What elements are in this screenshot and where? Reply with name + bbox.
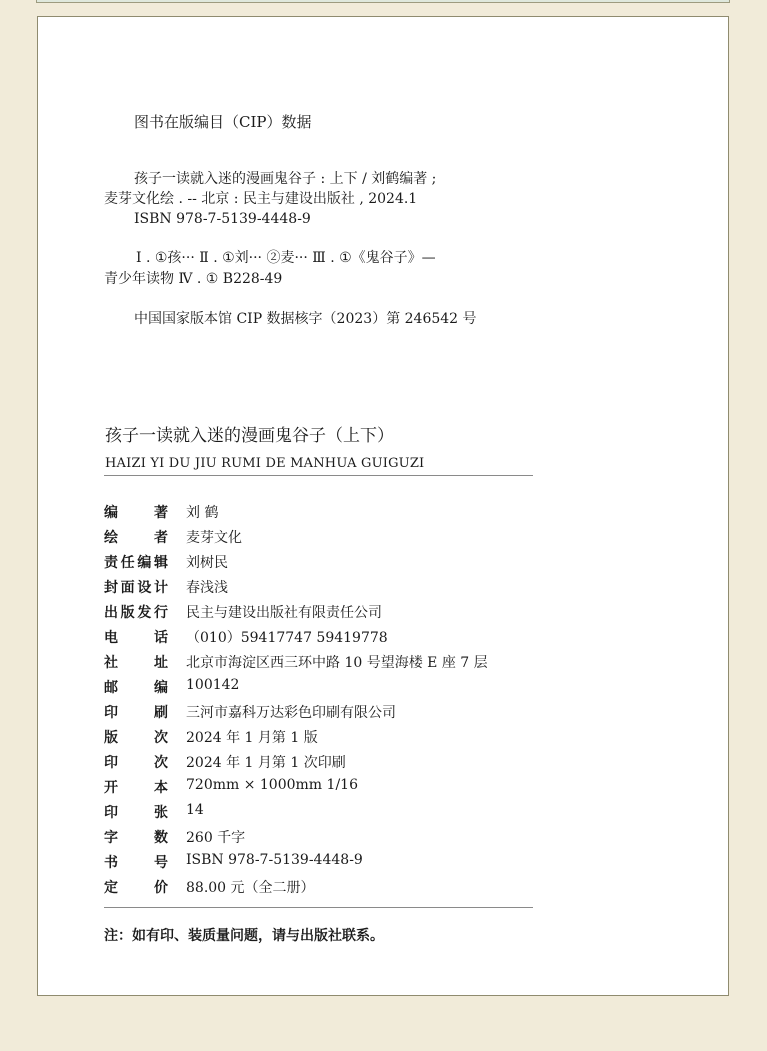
detail-value: 2024 年 1 月第 1 版 (186, 730, 318, 746)
detail-value: 民主与建设出版社有限责任公司 (186, 605, 382, 621)
detail-label: 印张 (104, 805, 168, 821)
detail-label: 封面设计 (104, 580, 168, 596)
detail-value: 720mm × 1000mm 1/16 (186, 777, 358, 793)
detail-label: 邮编 (104, 680, 168, 696)
divider (104, 475, 533, 476)
cip-line: 麦芽文化绘 . -- 北京 : 民主与建设出版社 , 2024.1 (104, 191, 418, 207)
copyright-page (37, 16, 729, 996)
detail-label: 定价 (104, 880, 168, 896)
divider (104, 907, 533, 908)
detail-label: 电话 (104, 630, 168, 646)
detail-value: 刘树民 (186, 555, 228, 571)
detail-value: 三河市嘉科万达彩色印刷有限公司 (186, 705, 396, 721)
detail-value: 春浅浅 (186, 580, 228, 596)
detail-value: 88.00 元（全二册） (186, 880, 315, 896)
detail-label: 版次 (104, 730, 168, 746)
detail-value: 刘 鹤 (186, 505, 219, 521)
cip-classification: 青少年读物 Ⅳ . ① B228-49 (104, 271, 283, 287)
quality-note: 注：如有印、装质量问题，请与出版社联系。 (104, 928, 384, 944)
detail-value: （010）59417747 59419778 (186, 630, 388, 646)
book-title-pinyin: HAIZI YI DU JIU RUMI DE MANHUA GUIGUZI (105, 456, 425, 471)
detail-label: 绘者 (104, 530, 168, 546)
cip-record-number: 中国国家版本馆 CIP 数据核字（2023）第 246542 号 (134, 311, 477, 327)
detail-value: 100142 (186, 677, 240, 693)
cip-heading: 图书在版编目（CIP）数据 (134, 113, 312, 131)
detail-label: 开本 (104, 780, 168, 796)
detail-label: 印刷 (104, 705, 168, 721)
detail-value: 麦芽文化 (186, 530, 242, 546)
detail-label: 编著 (104, 505, 168, 521)
detail-value: 2024 年 1 月第 1 次印刷 (186, 755, 346, 771)
detail-value: ISBN 978-7-5139-4448-9 (186, 852, 363, 868)
cip-classification: Ⅰ . ①孩··· Ⅱ . ①刘··· ②麦··· Ⅲ . ①《鬼谷子》— (136, 250, 436, 266)
cip-isbn: ISBN 978-7-5139-4448-9 (134, 211, 311, 227)
detail-label: 出版发行 (104, 605, 168, 621)
top-frame-strip (36, 0, 730, 3)
detail-value: 14 (186, 802, 204, 818)
detail-label: 字数 (104, 830, 168, 846)
detail-value: 260 千字 (186, 830, 246, 846)
detail-label: 社址 (104, 655, 168, 671)
detail-label: 书号 (104, 855, 168, 871)
book-title-chinese: 孩子一读就入迷的漫画鬼谷子（上下） (105, 426, 394, 446)
cip-line: 孩子一读就入迷的漫画鬼谷子 : 上下 / 刘鹤编著 ; (134, 171, 437, 187)
detail-value: 北京市海淀区西三环中路 10 号望海楼 E 座 7 层 (186, 655, 488, 671)
detail-label: 责任编辑 (104, 555, 168, 571)
detail-label: 印次 (104, 755, 168, 771)
